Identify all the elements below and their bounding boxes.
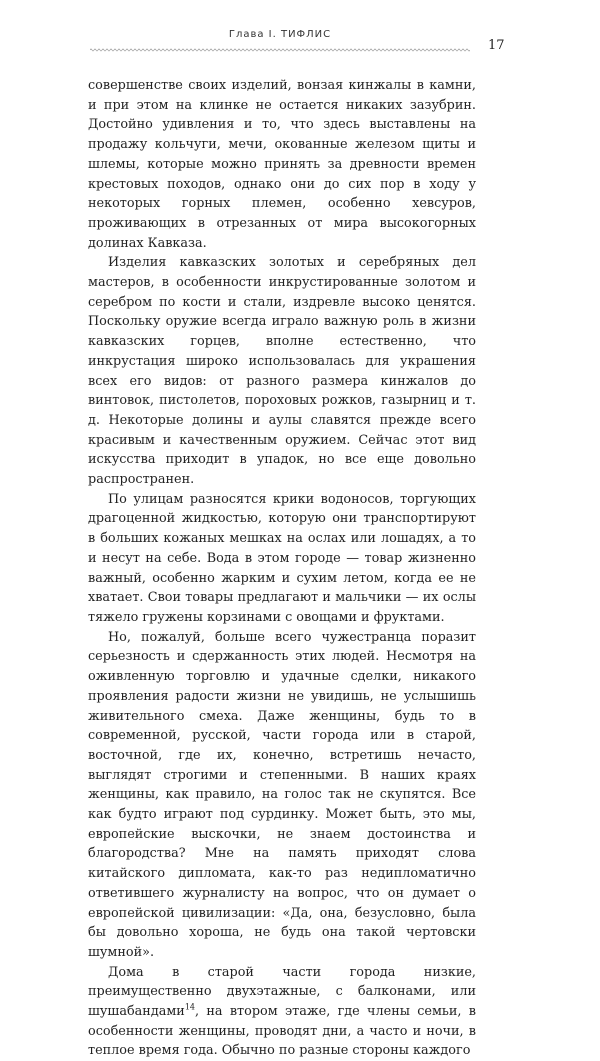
paragraph-text: Дома в старой части города низкие, преимущественно двухэтажные, с балконами, или шушабандами xyxy=(88,964,476,1020)
chapter-title: Глава I. ТИФЛИС xyxy=(228,29,332,40)
page-body xyxy=(88,76,476,1061)
paragraph: Но, пожалуй, больше всего чужестранца поразит серьезность и сдержанность этих людей. Несмотря на оживленную торговлю и удачные сделки, никакого проявления радости жизни не увидишь, не услышишь живительного смеха. Даже женщины, будь то в современной, русской, части города или в старой, восточной, где их, конечно, встретишь нечасто, выглядят строгими и степенными. В наших краях женщины, как правило, на голос так не скупятся. Все как будто играют под сурдинку. Может быть, это мы, европейские выскочки, не знаем достоинства и благородства? Мне на память приходят слова китайского дипломата, как-то раз недипломатично ответившего журналисту на вопрос, что он думает о европейской цивилизации: «Да, она, безусловно, была бы довольно хороша, не будь она такой чертовски шумной». xyxy=(88,629,476,960)
header-wavy-rule xyxy=(90,48,470,52)
running-head xyxy=(90,28,470,52)
page-number: 17 xyxy=(488,38,505,53)
paragraph xyxy=(88,963,476,1061)
footnote-reference[interactable]: 14 xyxy=(184,1002,195,1012)
paragraph: Изделия кавказских золотых и серебряных дел мастеров, в особенности инкрустированные золотом и серебром по кости и стали, издревле высоко ценятся. Поскольку оружие всегда играло важную роль в жизни кавказских горцев, вполне естественно, что инкрустация широко использовалась для украшения всех его видов: от разного размера кинжалов до винтовок, пистолетов, пороховых рожков, газырниц и т. д. Некоторые долины и аулы славятся прежде всего красивым и качественным оружием. Сейчас этот вид искусства приходит в упадок, но все еще довольно распространен. xyxy=(88,255,476,488)
paragraph: совершенстве своих изделий, вонзая кинжалы в камни, и при этом на клинке не остается никаких зазубрин. Достойно удивления и то, что здесь выставлены на продажу кольчуги, мечи, окованные железом щиты и шлемы, которые можно принять за древности времен крестовых походов, однако они до сих пор в ходу у некоторых горных племен, особенно хевсуров, проживающих в отрезанных от мира высокогорных долинах Кавказа. xyxy=(88,78,476,251)
paragraph-text: , на втором этаже, где члены семьи, в особенности женщины, проводят дни, а часто и ночи, в теплое время года. Обычно по разные стороны каждого xyxy=(88,1004,476,1059)
paragraph: По улицам разносятся крики водоносов, торгующих драгоценной жидкостью, которую они транспортируют в больших кожаных мешках на ослах или лошадях, а то и несут на себе. Вода в этом городе — товар жизненно важный, особенно жарким и сухим летом, когда ее не хватает. Свои товары предлагают и мальчики — их ослы тяжело гружены корзинами с овощами и фруктами. xyxy=(88,491,476,625)
